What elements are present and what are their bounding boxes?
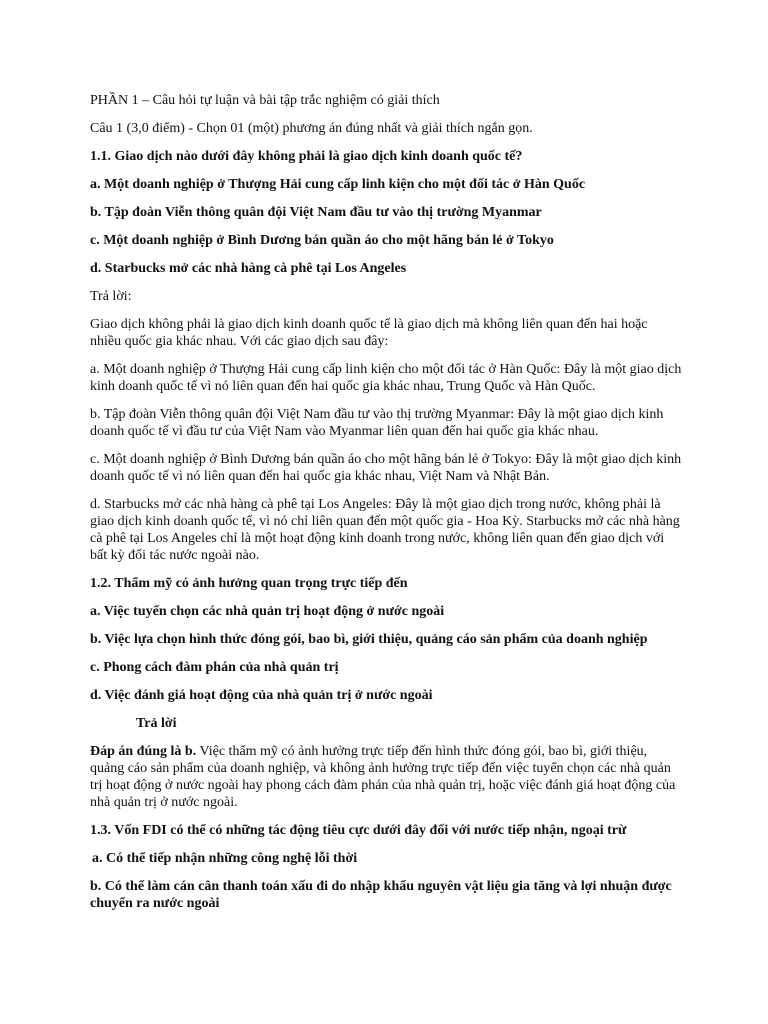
answer-intro-1-1: Giao dịch không phải là giao dịch kinh doanh quốc tế là giao dịch mà không liên quan đến hai hoặc nhiều quốc gia khác nhau. Với các giao dịch sau đây:: [90, 317, 648, 349]
answer-lead-1-2: Đáp án đúng là b.: [90, 744, 197, 759]
answer-text-1-2: Việc thẩm mỹ có ảnh hưởng trực tiếp đến hình thức đóng gói, bao bì, giới thiệu, quảng cáo sản phẩm của doanh nghiệp, và không ảnh hưởng trực tiếp đến việc tuyển chọn các nhà quản trị hoạt động ở nước ngoài hay phong cách đàm phán của nhà quản trị, hoặc việc đánh giá hoạt động của nhà quản trị ở nước ngoài.: [90, 744, 676, 810]
option-1-2-c: c. Phong cách đàm phán của nhà quản trị: [90, 660, 339, 675]
option-1-2-d: d. Việc đánh giá hoạt động của nhà quản trị ở nước ngoài: [90, 688, 433, 703]
answer-1-2: [90, 743, 682, 811]
question-1-1: 1.1. Giao dịch nào dưới đây không phải là giao dịch kinh doanh quốc tế?: [90, 149, 523, 164]
question-intro: Câu 1 (3,0 điểm) - Chọn 01 (một) phương án đúng nhất và giải thích ngắn gọn.: [90, 121, 533, 136]
option-1-1-b: b. Tập đoàn Viễn thông quân đội Việt Nam đầu tư vào thị trường Myanmar: [90, 205, 542, 220]
explanation-1-1-c: c. Một doanh nghiệp ở Bình Dương bán quần áo cho một hãng bán lẻ ở Tokyo: Đây là một giao dịch kinh doanh quốc tế vì nó liên quan đến hai quốc gia khác nhau, Việt Nam và Nhật Bản.: [90, 452, 682, 484]
option-1-3-b: b. Có thể làm cán cân thanh toán xấu đi do nhập khẩu nguyên vật liệu gia tăng và lợi nhuận được chuyển ra nước ngoài: [90, 879, 672, 911]
question-1-3: 1.3. Vốn FDI có thể có những tác động tiêu cực dưới đây đối với nước tiếp nhận, ngoại trừ: [90, 823, 627, 838]
option-1-1-a: a. Một doanh nghiệp ở Thượng Hải cung cấp linh kiện cho một đối tác ở Hàn Quốc: [90, 177, 586, 192]
option-1-2-a: a. Việc tuyển chọn các nhà quản trị hoạt động ở nước ngoài: [90, 604, 445, 619]
option-1-2-b: b. Việc lựa chọn hình thức đóng gói, bao bì, giới thiệu, quảng cáo sản phẩm của doanh nghiệp: [90, 632, 648, 647]
explanation-1-1-a: a. Một doanh nghiệp ở Thượng Hải cung cấp linh kiện cho một đối tác ở Hàn Quốc: Đây là một giao dịch kinh doanh quốc tế vì nó liên quan đến hai quốc gia khác nhau, Trung Quốc và Hàn Quốc.: [90, 362, 682, 394]
answer-label-1-1: Trả lời:: [90, 289, 132, 304]
answer-label-1-2: Trả lời: [136, 716, 177, 731]
explanation-1-1-b: b. Tập đoàn Viễn thông quân đội Việt Nam đầu tư vào thị trường Myanmar: Đây là một giao dịch kinh doanh quốc tế vì đầu tư của Việt Nam vào Myanmar liên quan đến hai quốc gia khác nhau.: [90, 407, 664, 439]
explanation-1-1-d: d. Starbucks mở các nhà hàng cà phê tại Los Angeles: Đây là một giao dịch trong nước, không phải là giao dịch kinh doanh quốc tế, vì nó chỉ liên quan đến một quốc gia - Hoa Kỳ. Starbucks mở các nhà hàng cà phê tại Los Angeles chỉ là một hoạt động kinh doanh trong nước, không liên quan đến giao dịch với bất kỳ đối tác nước ngoài nào.: [90, 497, 680, 563]
option-1-3-a: a. Có thể tiếp nhận những công nghệ lỗi thời: [92, 851, 358, 866]
option-1-1-d: d. Starbucks mở các nhà hàng cà phê tại Los Angeles: [90, 261, 407, 276]
option-1-1-c: c. Một doanh nghiệp ở Bình Dương bán quần áo cho một hãng bán lẻ ở Tokyo: [90, 233, 554, 248]
question-1-2: 1.2. Thẩm mỹ có ảnh hưởng quan trọng trực tiếp đến: [90, 576, 408, 591]
part-title: PHẦN 1 – Câu hỏi tự luận và bài tập trắc nghiệm có giải thích: [90, 93, 440, 108]
